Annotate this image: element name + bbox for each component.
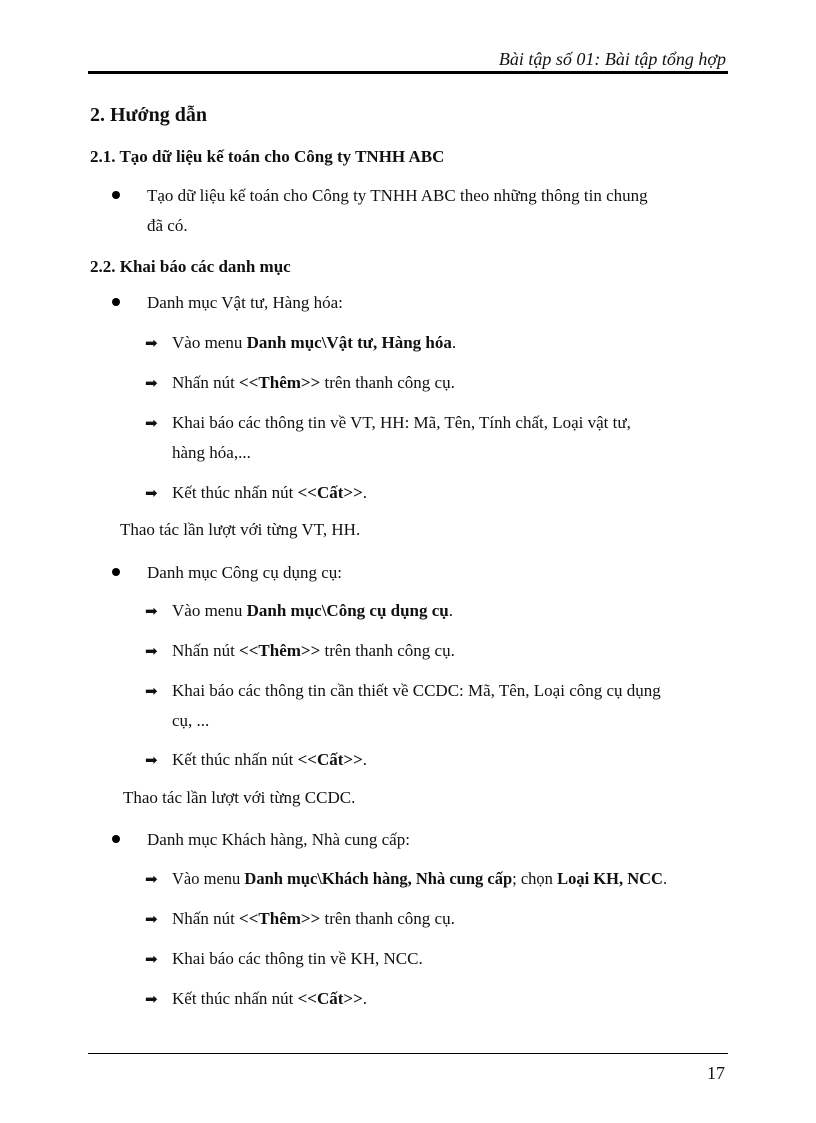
arrow-icon: ➡ bbox=[145, 602, 158, 620]
subsection-heading-2-1: 2.1. Tạo dữ liệu kế toán cho Công ty TNHH ABC bbox=[90, 147, 445, 166]
bullet-item bbox=[112, 181, 728, 241]
step-text: Khai báo các thông tin về KH, NCC. bbox=[172, 949, 423, 968]
step-text: Khai báo các thông tin về VT, HH: Mã, Tên, Tính chất, Loại vật tư, hàng hóa,... bbox=[172, 413, 631, 462]
header-divider bbox=[88, 71, 728, 74]
step-text: Vào menu Danh mục\Vật tư, Hàng hóa. bbox=[172, 333, 457, 352]
footer-divider bbox=[88, 1053, 728, 1054]
note-text: Thao tác lần lượt với từng CCDC. bbox=[123, 788, 356, 807]
note-text: Thao tác lần lượt với từng VT, HH. bbox=[120, 520, 361, 539]
bullet-icon bbox=[112, 568, 120, 576]
step-text: Vào menu Danh mục\Khách hàng, Nhà cung cấp; chọn Loại KH, NCC. bbox=[172, 869, 668, 888]
bullet-text: Danh mục Công cụ dụng cụ: bbox=[147, 563, 342, 582]
step-text: Vào menu Danh mục\Công cụ dụng cụ. bbox=[172, 601, 454, 620]
arrow-icon: ➡ bbox=[145, 990, 158, 1008]
step-text: Kết thúc nhấn nút <<Cất>>. bbox=[172, 750, 368, 769]
arrow-icon: ➡ bbox=[145, 374, 158, 392]
step-text: Nhấn nút <<Thêm>> trên thanh công cụ. bbox=[172, 373, 455, 392]
bullet-icon bbox=[112, 191, 120, 199]
step-text: Nhấn nút <<Thêm>> trên thanh công cụ. bbox=[172, 641, 455, 660]
arrow-icon: ➡ bbox=[145, 334, 158, 352]
arrow-icon: ➡ bbox=[145, 950, 158, 968]
arrow-icon: ➡ bbox=[145, 751, 158, 769]
bullet-text: Danh mục Vật tư, Hàng hóa: bbox=[147, 293, 343, 312]
step-text: Kết thúc nhấn nút <<Cất>>. bbox=[172, 989, 368, 1008]
step-text: Kết thúc nhấn nút <<Cất>>. bbox=[172, 483, 368, 502]
bullet-text: Danh mục Khách hàng, Nhà cung cấp: bbox=[147, 830, 410, 849]
step-text: Khai báo các thông tin cần thiết về CCDC: Mã, Tên, Loại công cụ dụng cụ, ... bbox=[172, 681, 661, 730]
arrow-icon: ➡ bbox=[145, 642, 158, 660]
page-header-title: Bài tập số 01: Bài tập tổng hợp bbox=[498, 49, 726, 69]
arrow-icon: ➡ bbox=[145, 484, 158, 502]
section-heading: 2. Hướng dẫn bbox=[90, 104, 208, 126]
bullet-icon bbox=[112, 835, 120, 843]
arrow-icon: ➡ bbox=[145, 682, 158, 700]
step-text: Nhấn nút <<Thêm>> trên thanh công cụ. bbox=[172, 909, 455, 928]
subsection-heading-2-2: 2.2. Khai báo các danh mục bbox=[90, 257, 291, 276]
bullet-text: Tạo dữ liệu kế toán cho Công ty TNHH ABC theo những thông tin chung đã có. bbox=[147, 186, 648, 235]
page-number: 17 bbox=[707, 1063, 725, 1083]
arrow-icon: ➡ bbox=[145, 414, 158, 432]
arrow-icon: ➡ bbox=[145, 870, 158, 888]
bullet-icon bbox=[112, 298, 120, 306]
arrow-icon: ➡ bbox=[145, 910, 158, 928]
